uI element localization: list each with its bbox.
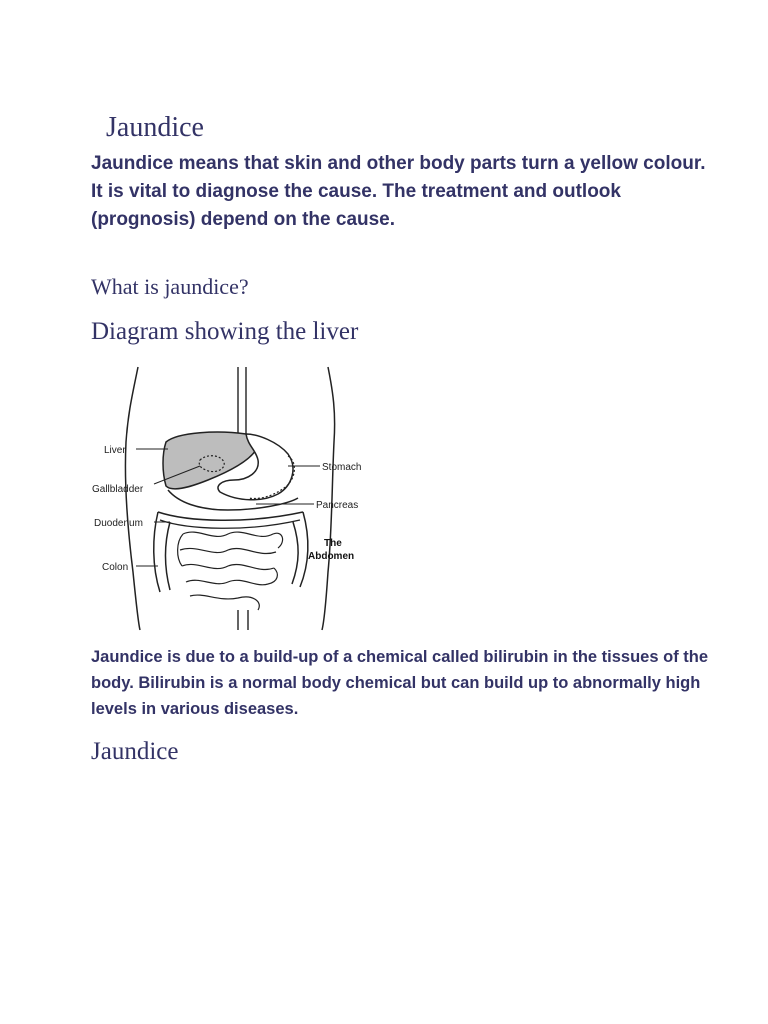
body-paragraph: Jaundice is due to a build-up of a chemical called bilirubin in the tissues of the body. Bilirubin is a normal body chemical but can build up to abnormally high levels in various diseases.: [91, 648, 709, 718]
transverse-colon-inner: [160, 520, 300, 528]
esophagus: [238, 367, 246, 434]
label-pancreas: Pancreas: [316, 500, 359, 511]
label-colon: Colon: [102, 562, 129, 573]
caption-line-2: Abdomen: [308, 551, 355, 562]
label-stomach: Stomach: [322, 462, 362, 473]
page-title: Jaundice: [106, 112, 204, 143]
torso-outline-left: [125, 367, 140, 630]
question-heading: What is jaundice?: [91, 274, 249, 299]
descending-colon: [292, 512, 308, 587]
diagram-heading: Diagram showing the liver: [91, 318, 359, 345]
caption-line-1: The: [324, 538, 342, 549]
intro-paragraph: Jaundice means that skin and other body parts turn a yellow colour. It is vital to diagnose the cause. The treatment and outlook (prognosis) depend on the cause.: [91, 153, 706, 230]
transverse-colon: [158, 512, 303, 520]
rectum: [238, 610, 248, 630]
label-gallbladder: Gallbladder: [92, 484, 144, 495]
small-intestine: [178, 532, 283, 610]
torso-outline-right: [322, 367, 335, 630]
abdomen-diagram: [88, 362, 388, 632]
bottom-heading: Jaundice: [91, 738, 179, 765]
label-duodenum: Duodenum: [94, 518, 143, 529]
ascending-colon: [154, 512, 170, 592]
label-liver: Liver: [104, 445, 126, 456]
